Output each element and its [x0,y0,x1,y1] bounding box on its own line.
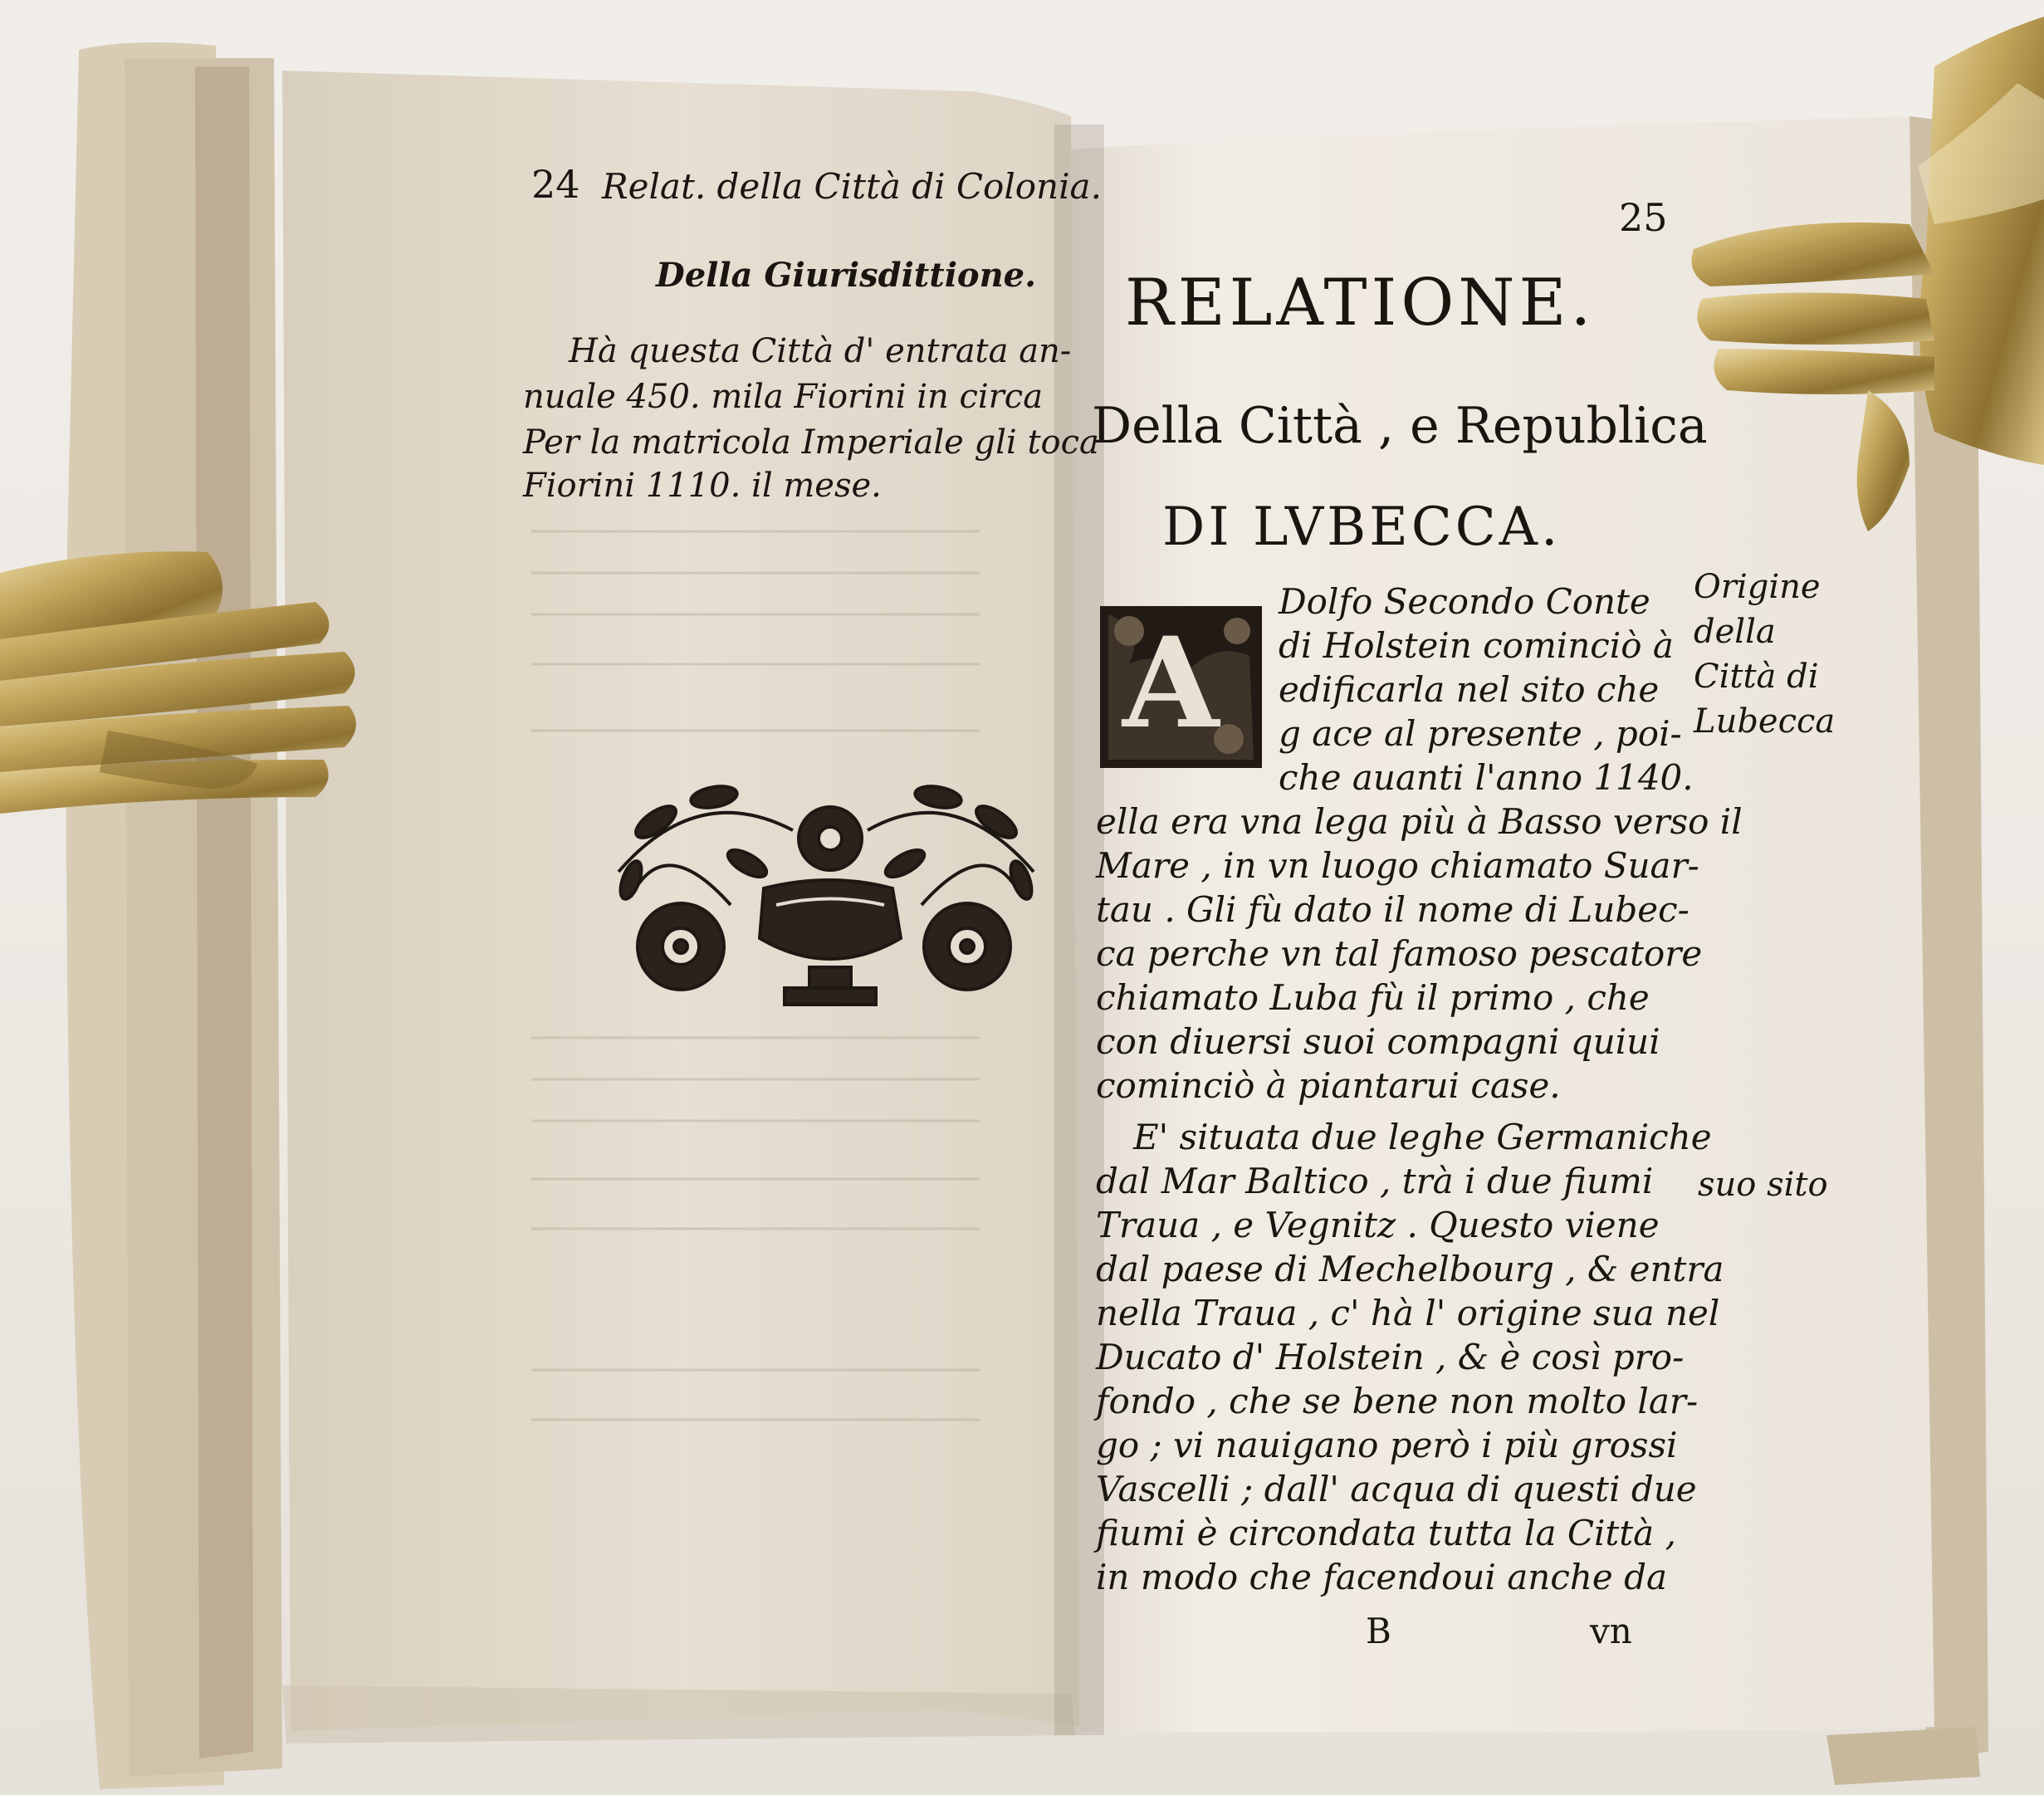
margin-note-sito: suo sito [1698,1166,1828,1204]
right-title: RELATIONE. [1125,266,1596,340]
left-line-2: nuale 450. mila Fiorini in circa [523,378,1044,416]
initial-line-1: Dolfo Secondo Conte [1279,581,1650,622]
right-line-10: Traua , e Vegnitz . Questo viene [1096,1205,1660,1245]
right-line-13: Ducato d' Holstein , & è così pro- [1096,1337,1685,1377]
right-line-12: nella Traua , c' hà l' origine sua nel [1096,1293,1720,1333]
signature-mark: B [1366,1611,1391,1651]
right-line-18: in modo che facendoui anche da [1096,1557,1668,1597]
right-line-5: chiamato Luba fù il primo , che [1096,977,1650,1018]
left-page-number: 24 [531,162,580,207]
catchword: vn [1590,1611,1632,1651]
right-city-title: DI LVBECCA. [1162,496,1562,558]
initial-line-4: g ace al presente , poi- [1279,713,1682,754]
left-line-1: Hà questa Città d' entrata an- [569,332,1072,370]
right-line-2: Mare , in vn luogo chiamato Suar- [1096,845,1699,886]
right-line-16: Vascelli ; dall' acqua di questi due [1096,1469,1697,1509]
margin-note-origine: Origine della Città di Lubecca [1694,568,1836,741]
right-line-9: dal Mar Baltico , trà i due fiumi [1096,1161,1654,1201]
left-line-4: Fiorini 1110. il mese. [523,467,882,505]
initial-letter: A [1122,610,1220,756]
right-line-14: fondo , che se bene non molto lar- [1096,1381,1699,1421]
initial-line-5: che auanti l'anno 1140. [1279,757,1694,798]
left-section-heading: Della Giurisdittione. [656,256,1037,295]
right-page-number: 25 [1619,195,1668,240]
right-line-4: ca perche vn tal famoso pescatore [1096,933,1703,974]
initial-line-3: edificarla nel sito che [1279,669,1660,710]
right-line-11: dal paese di Mechelbourg , & entra [1096,1249,1724,1289]
right-line-15: go ; vi nauigano però i più grossi [1096,1425,1678,1465]
left-running-head: Relat. della Città di Colonia. [602,166,1102,207]
right-subtitle: Della Città , e Republica [1092,397,1708,455]
right-line-3: tau . Gli fù dato il nome di Lubec- [1096,889,1689,930]
right-line-8: E' situata due leghe Germaniche [1133,1117,1712,1157]
right-line-17: fiumi è circondata tutta la Città , [1096,1513,1676,1553]
right-line-1: ella era vna lega più à Basso verso il [1096,801,1743,842]
right-line-6: con diuersi suoi compagni quiui [1096,1021,1660,1062]
right-line-7: cominciò à piantarui case. [1096,1065,1561,1106]
left-line-3: Per la matricola Imperiale gli toca [523,423,1099,462]
initial-line-2: di Holstein cominciò à [1279,625,1674,666]
